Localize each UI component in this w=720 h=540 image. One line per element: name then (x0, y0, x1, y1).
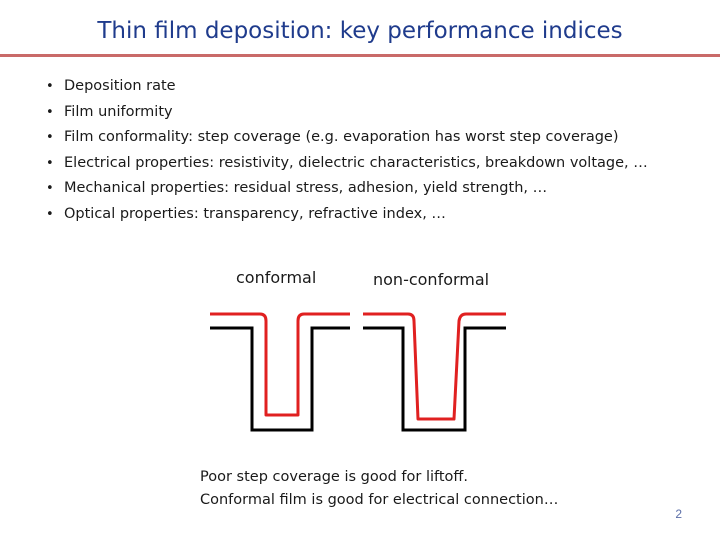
notes-block (200, 466, 558, 512)
bullet-item: • Mechanical properties: residual stress, adhesion, yield strength, … (46, 176, 648, 202)
slide-title: Thin film deposition: key performance indices (97, 18, 623, 44)
conformal-caption: conformal (236, 268, 317, 287)
bullet-list (46, 74, 648, 227)
nonconformal-film (363, 314, 506, 419)
bullet-item: • Deposition rate (46, 74, 648, 100)
page-number: 2 (675, 507, 682, 521)
bullet-item: • Film conformality: step coverage (e.g. evaporation has worst step coverage) (46, 125, 648, 151)
note-line: Poor step coverage is good for liftoff. (200, 469, 469, 485)
nonconformal-caption: non-conformal (373, 270, 490, 289)
bullet-item: • Optical properties: transparency, refractive index, … (46, 202, 648, 228)
bullet-item: • Film uniformity (46, 100, 648, 126)
step-coverage-diagram (200, 295, 520, 440)
bullet-item: • Electrical properties: resistivity, dielectric characteristics, breakdown voltage, … (46, 151, 648, 177)
nonconformal-substrate (363, 328, 506, 430)
title-divider (0, 54, 720, 57)
note-line: Conformal film is good for electrical connection… (200, 492, 559, 508)
